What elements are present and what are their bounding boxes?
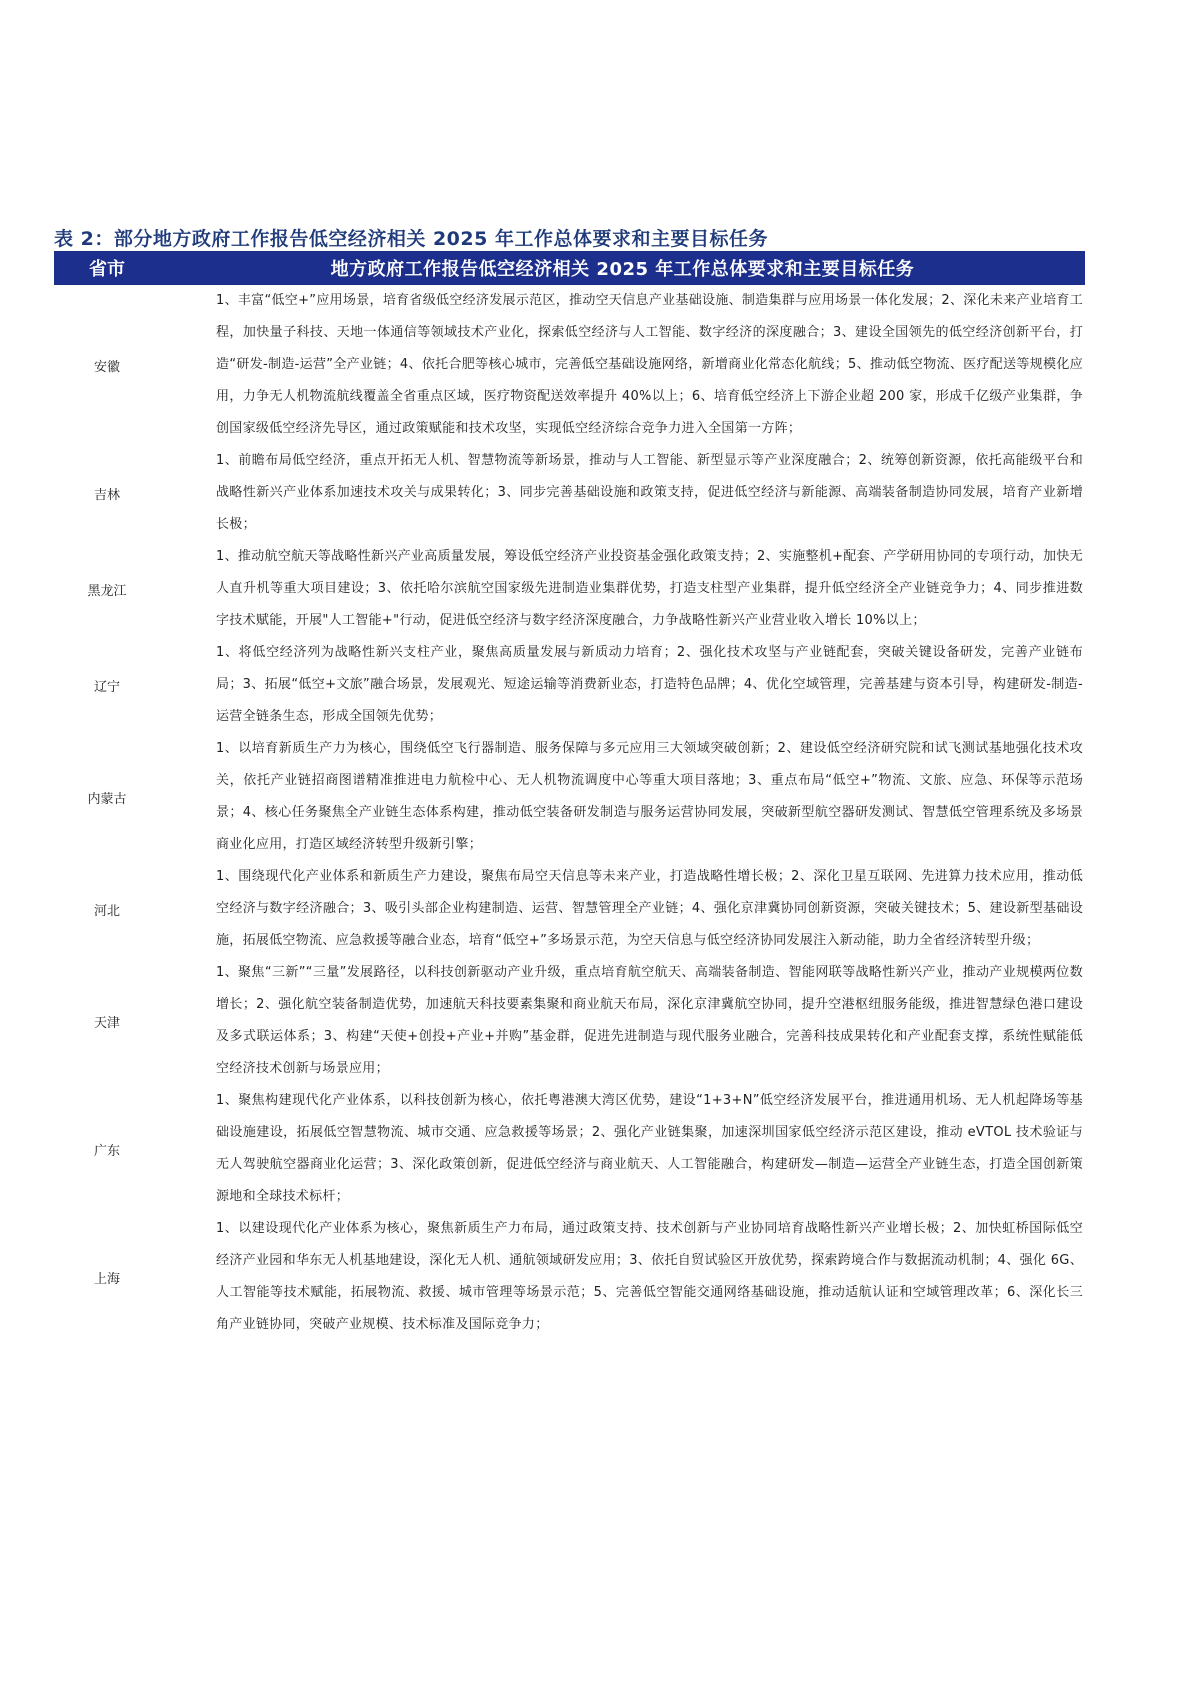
province-cell: 内蒙古	[87, 791, 127, 807]
province-cell: 黑龙江	[87, 583, 127, 599]
table-header	[54, 251, 1085, 285]
task-content-cell: 1、聚焦“三新”“三量”发展路径，以科技创新驱动产业升级，重点培育航空航天、高端装备制造、智能网联等战略性新兴产业，推动产业规模两位数增长；2、强化航空装备制造优势，加速航天科技要素集聚和商业航天布局，深化京津冀航空协同，提升空港枢纽服务能级，推进智慧绿色港口建设及多式联运体系；3、构建“天使+创投+产业+并购”基金群，促进先进制造与现代服务业融合，完善科技成果转化和产业配套支撑，系统性赋能低空经济技术创新与场景应用；	[216, 965, 1083, 1076]
province-cell: 安徽	[93, 359, 120, 375]
table-row	[54, 957, 1085, 1085]
table-row	[54, 861, 1085, 957]
table-row	[54, 1213, 1085, 1341]
table-row	[54, 637, 1085, 733]
task-content-cell: 1、以培育新质生产力为核心，围绕低空飞行器制造、服务保障与多元应用三大领域突破创新；2、建设低空经济研究院和试飞测试基地强化技术攻关，依托产业链招商图谱精准推进电力航检中心、无人机物流调度中心等重大项目落地；3、重点布局“低空+”物流、文旅、应急、环保等示范场景；4、核心任务聚焦全产业链生态体系构建，推动低空装备研发制造与服务运营协同发展，突破新型航空器研发测试、智慧低空管理系统及多场景商业化应用，打造区域经济转型升级新引擎；	[216, 741, 1083, 852]
province-cell: 天津	[93, 1015, 120, 1031]
province-cell: 辽宁	[93, 679, 120, 695]
table-row	[54, 445, 1085, 541]
policy-table	[54, 251, 1085, 1341]
table-row	[54, 733, 1085, 861]
header-content: 地方政府工作报告低空经济相关 2025 年工作总体要求和主要目标任务	[330, 259, 915, 280]
table-row	[54, 285, 1085, 445]
task-content-cell: 1、聚焦构建现代化产业体系，以科技创新为核心，依托粤港澳大湾区优势，建设“1+3+N”低空经济发展平台，推进通用机场、无人机起降场等基础设施建设，拓展低空智慧物流、城市交通、应急救援等场景；2、强化产业链集聚，加速深圳国家低空经济示范区建设，推动 eVTOL 技术验证与无人驾驶航空器商业化运营；3、深化政策创新，促进低空经济与商业航天、人工智能融合，构建研发—制造—运营全产业链生态，打造全国创新策源地和全球技术标杆；	[216, 1093, 1083, 1204]
task-content-cell: 1、将低空经济列为战略性新兴支柱产业，聚焦高质量发展与新质动力培育；2、强化技术攻坚与产业链配套，突破关键设备研发，完善产业链布局；3、拓展“低空+文旅”融合场景，发展观光、短途运输等消费新业态，打造特色品牌；4、优化空域管理，完善基建与资本引导，构建研发-制造-运营全链条生态，形成全国领先优势；	[216, 645, 1083, 724]
task-content-cell: 1、前瞻布局低空经济，重点开拓无人机、智慧物流等新场景，推动与人工智能、新型显示等产业深度融合；2、统筹创新资源，依托高能级平台和战略性新兴产业体系加速技术攻关与成果转化；3、同步完善基础设施和政策支持，促进低空经济与新能源、高端装备制造协同发展，培育产业新增长极；	[216, 453, 1083, 532]
table-caption: 表 2：部分地方政府工作报告低空经济相关 2025 年工作总体要求和主要目标任务	[54, 228, 768, 250]
table-row	[54, 1085, 1085, 1213]
province-cell: 河北	[93, 903, 120, 919]
province-cell: 广东	[93, 1143, 120, 1159]
province-cell: 吉林	[93, 487, 120, 503]
table-row	[54, 541, 1085, 637]
task-content-cell: 1、推动航空航天等战略性新兴产业高质量发展，筹设低空经济产业投资基金强化政策支持；2、实施整机+配套、产学研用协同的专项行动，加快无人直升机等重大项目建设；3、依托哈尔滨航空国家级先进制造业集群优势，打造支柱型产业集群，提升低空经济全产业链竞争力；4、同步推进数字技术赋能，开展"人工智能+"行动，促进低空经济与数字经济深度融合，力争战略性新兴产业营业收入增长 10%以上；	[216, 549, 1083, 628]
header-province: 省市	[89, 259, 125, 280]
table-body	[54, 285, 1085, 1341]
task-content-cell: 1、以建设现代化产业体系为核心，聚焦新质生产力布局，通过政策支持、技术创新与产业协同培育战略性新兴产业增长极；2、加快虹桥国际低空经济产业园和华东无人机基地建设，深化无人机、通航领域研发应用；3、依托自贸试验区开放优势，探索跨境合作与数据流动机制；4、强化 6G、人工智能等技术赋能，拓展物流、救援、城市管理等场景示范；5、完善低空智能交通网络基础设施，推动适航认证和空域管理改革；6、深化长三角产业链协同，突破产业规模、技术标准及国际竞争力；	[216, 1221, 1083, 1332]
task-content-cell: 1、丰富“低空+”应用场景，培育省级低空经济发展示范区，推动空天信息产业基础设施、制造集群与应用场景一体化发展；2、深化未来产业培育工程，加快量子科技、天地一体通信等领域技术产业化，探索低空经济与人工智能、数字经济的深度融合；3、建设全国领先的低空经济创新平台，打造“研发-制造-运营”全产业链；4、依托合肥等核心城市，完善低空基础设施网络，新增商业化常态化航线；5、推动低空物流、医疗配送等规模化应用，力争无人机物流航线覆盖全省重点区域，医疗物资配送效率提升 40%以上；6、培育低空经济上下游企业超 200 家，形成千亿级产业集群，争创国家级低空经济先导区，通过政策赋能和技术攻坚，实现低空经济综合竞争力进入全国第一方阵；	[216, 293, 1084, 436]
province-cell: 上海	[93, 1271, 120, 1287]
task-content-cell: 1、围绕现代化产业体系和新质生产力建设，聚焦布局空天信息等未来产业，打造战略性增长极；2、深化卫星互联网、先进算力技术应用，推动低空经济与数字经济融合；3、吸引头部企业构建制造、运营、智慧管理全产业链；4、强化京津冀协同创新资源，突破关键技术；5、建设新型基础设施，拓展低空物流、应急救援等融合业态，培育“低空+”多场景示范，为空天信息与低空经济协同发展注入新动能，助力全省经济转型升级；	[216, 869, 1083, 948]
